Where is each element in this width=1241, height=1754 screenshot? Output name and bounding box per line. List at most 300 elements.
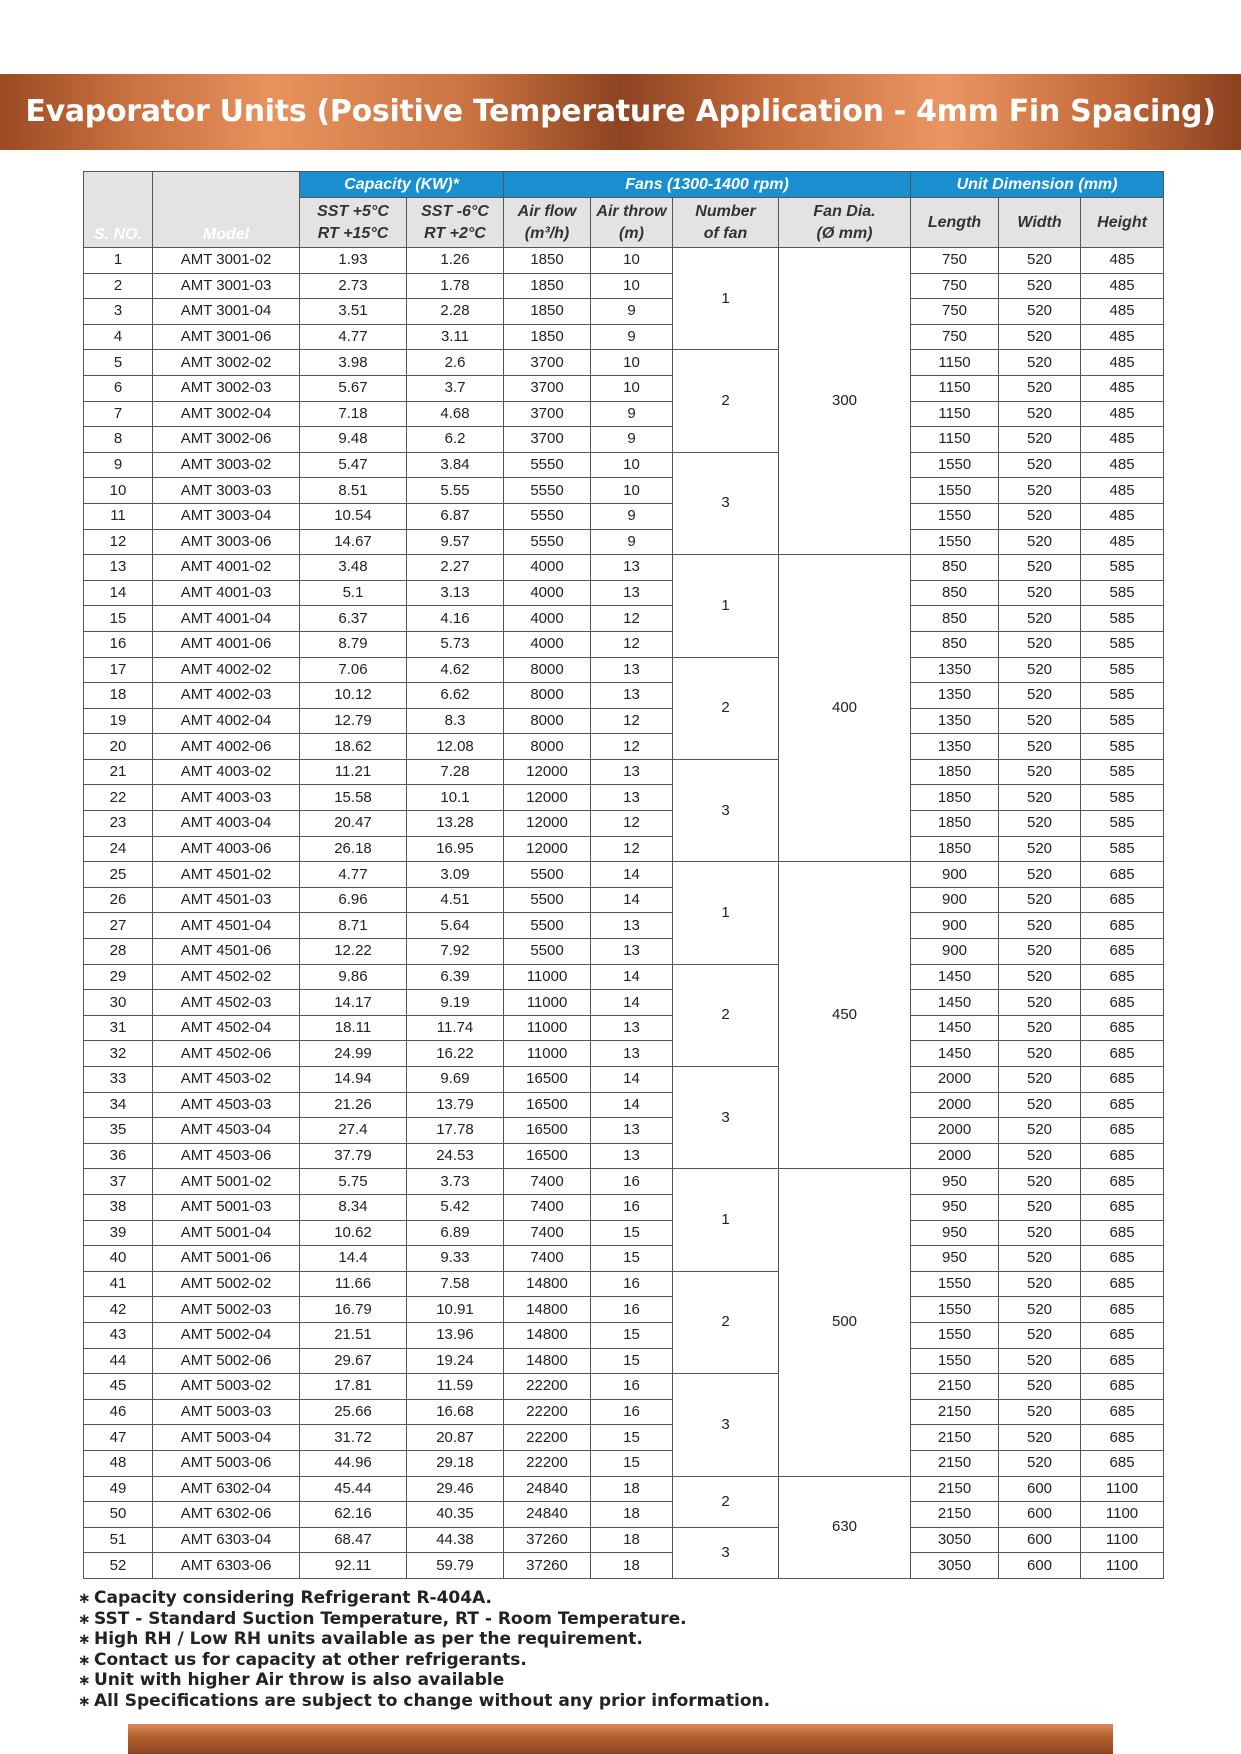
cell-number-of-fan: 3 xyxy=(673,452,779,554)
cell-air-flow: 16500 xyxy=(504,1118,591,1144)
cell-height: 685 xyxy=(1081,1450,1164,1476)
cell-air-throw: 10 xyxy=(591,375,673,401)
cell-air-throw: 18 xyxy=(591,1553,673,1579)
cell-air-flow: 8000 xyxy=(504,657,591,683)
cell-number-of-fan: 3 xyxy=(673,1527,779,1578)
cell-air-flow: 5550 xyxy=(504,529,591,555)
cell-cap-sst-plus5: 68.47 xyxy=(300,1527,407,1553)
cell-model: AMT 3002-03 xyxy=(153,375,300,401)
col-header-air-flow-line1: Air flow xyxy=(517,202,577,220)
cell-height: 585 xyxy=(1081,759,1164,785)
cell-length: 750 xyxy=(911,248,999,274)
cell-sno: 35 xyxy=(84,1118,153,1144)
cell-air-flow: 3700 xyxy=(504,401,591,427)
footnote-item xyxy=(78,1609,1078,1630)
cell-air-throw: 12 xyxy=(591,811,673,837)
cell-air-throw: 13 xyxy=(591,785,673,811)
cell-air-throw: 15 xyxy=(591,1450,673,1476)
cell-cap-sst-plus5: 24.99 xyxy=(300,1041,407,1067)
col-header-sst-minus6-line2: RT +2°C xyxy=(424,224,486,242)
cell-air-flow: 11000 xyxy=(504,1015,591,1041)
cell-air-throw: 13 xyxy=(591,913,673,939)
cell-sno: 39 xyxy=(84,1220,153,1246)
cell-height: 485 xyxy=(1081,503,1164,529)
cell-height: 585 xyxy=(1081,708,1164,734)
cell-cap-sst-minus6: 6.39 xyxy=(407,964,504,990)
cell-sno: 7 xyxy=(84,401,153,427)
cell-air-flow: 1850 xyxy=(504,299,591,325)
cell-model: AMT 5002-03 xyxy=(153,1297,300,1323)
cell-model: AMT 3002-02 xyxy=(153,350,300,376)
cell-cap-sst-plus5: 3.51 xyxy=(300,299,407,325)
cell-model: AMT 4502-06 xyxy=(153,1041,300,1067)
cell-air-flow: 7400 xyxy=(504,1246,591,1272)
table-row xyxy=(84,836,1164,862)
cell-cap-sst-minus6: 13.96 xyxy=(407,1322,504,1348)
cell-cap-sst-minus6: 9.19 xyxy=(407,990,504,1016)
cell-width: 520 xyxy=(999,324,1081,350)
table-row xyxy=(84,529,1164,555)
cell-width: 520 xyxy=(999,1322,1081,1348)
cell-width: 520 xyxy=(999,1015,1081,1041)
cell-width: 520 xyxy=(999,1220,1081,1246)
cell-air-flow: 37260 xyxy=(504,1553,591,1579)
table-row xyxy=(84,1271,1164,1297)
cell-cap-sst-minus6: 4.16 xyxy=(407,606,504,632)
cell-sno: 34 xyxy=(84,1092,153,1118)
cell-model: AMT 3002-06 xyxy=(153,427,300,453)
cell-air-throw: 9 xyxy=(591,324,673,350)
cell-sno: 6 xyxy=(84,375,153,401)
cell-width: 520 xyxy=(999,1450,1081,1476)
cell-sno: 32 xyxy=(84,1041,153,1067)
cell-model: AMT 4001-04 xyxy=(153,606,300,632)
cell-length: 1350 xyxy=(911,683,999,709)
cell-length: 900 xyxy=(911,887,999,913)
cell-air-flow: 22200 xyxy=(504,1399,591,1425)
cell-air-flow: 16500 xyxy=(504,1092,591,1118)
cell-length: 1550 xyxy=(911,1348,999,1374)
group-header-capacity: Capacity (KW)* xyxy=(300,172,504,198)
cell-length: 1550 xyxy=(911,1297,999,1323)
cell-model: AMT 4002-04 xyxy=(153,708,300,734)
cell-sno: 17 xyxy=(84,657,153,683)
cell-width: 520 xyxy=(999,683,1081,709)
cell-width: 520 xyxy=(999,990,1081,1016)
cell-air-throw: 16 xyxy=(591,1374,673,1400)
cell-sno: 30 xyxy=(84,990,153,1016)
cell-width: 600 xyxy=(999,1476,1081,1502)
cell-sno: 48 xyxy=(84,1450,153,1476)
cell-cap-sst-plus5: 17.81 xyxy=(300,1374,407,1400)
cell-sno: 31 xyxy=(84,1015,153,1041)
cell-sno: 38 xyxy=(84,1194,153,1220)
cell-model: AMT 3003-03 xyxy=(153,478,300,504)
cell-cap-sst-minus6: 59.79 xyxy=(407,1553,504,1579)
table-row xyxy=(84,503,1164,529)
cell-cap-sst-plus5: 7.06 xyxy=(300,657,407,683)
cell-height: 485 xyxy=(1081,273,1164,299)
cell-air-flow: 5550 xyxy=(504,452,591,478)
cell-cap-sst-plus5: 62.16 xyxy=(300,1502,407,1528)
cell-model: AMT 5002-04 xyxy=(153,1322,300,1348)
cell-cap-sst-minus6: 7.58 xyxy=(407,1271,504,1297)
cell-cap-sst-plus5: 8.71 xyxy=(300,913,407,939)
col-header-air-flow xyxy=(504,198,591,248)
cell-cap-sst-plus5: 15.58 xyxy=(300,785,407,811)
cell-sno: 47 xyxy=(84,1425,153,1451)
cell-model: AMT 6302-06 xyxy=(153,1502,300,1528)
cell-length: 2000 xyxy=(911,1092,999,1118)
table-row xyxy=(84,657,1164,683)
cell-air-throw: 16 xyxy=(591,1271,673,1297)
cell-number-of-fan: 3 xyxy=(673,1374,779,1476)
cell-air-throw: 16 xyxy=(591,1169,673,1195)
col-header-sst-minus6-line1: SST -6°C xyxy=(421,202,489,220)
cell-model: AMT 5003-06 xyxy=(153,1450,300,1476)
cell-fan-dia: 450 xyxy=(779,862,911,1169)
cell-cap-sst-minus6: 20.87 xyxy=(407,1425,504,1451)
cell-cap-sst-plus5: 16.79 xyxy=(300,1297,407,1323)
cell-width: 520 xyxy=(999,1169,1081,1195)
cell-cap-sst-minus6: 5.55 xyxy=(407,478,504,504)
cell-air-flow: 7400 xyxy=(504,1220,591,1246)
table-row xyxy=(84,478,1164,504)
cell-width: 520 xyxy=(999,1271,1081,1297)
cell-air-throw: 14 xyxy=(591,1092,673,1118)
table-row xyxy=(84,1348,1164,1374)
cell-cap-sst-minus6: 11.74 xyxy=(407,1015,504,1041)
cell-height: 485 xyxy=(1081,350,1164,376)
cell-sno: 41 xyxy=(84,1271,153,1297)
cell-height: 485 xyxy=(1081,529,1164,555)
cell-height: 585 xyxy=(1081,657,1164,683)
cell-width: 520 xyxy=(999,299,1081,325)
cell-sno: 1 xyxy=(84,248,153,274)
cell-sno: 19 xyxy=(84,708,153,734)
cell-width: 520 xyxy=(999,452,1081,478)
footnote-text: Unit with higher Air throw is also available xyxy=(94,1670,505,1690)
cell-cap-sst-plus5: 18.62 xyxy=(300,734,407,760)
col-header-air-flow-line2: (m³/h) xyxy=(524,224,570,242)
cell-length: 2150 xyxy=(911,1425,999,1451)
cell-sno: 11 xyxy=(84,503,153,529)
cell-width: 520 xyxy=(999,657,1081,683)
cell-length: 2000 xyxy=(911,1143,999,1169)
table-row xyxy=(84,427,1164,453)
table-row xyxy=(84,273,1164,299)
cell-air-flow: 12000 xyxy=(504,759,591,785)
cell-length: 850 xyxy=(911,631,999,657)
cell-sno: 49 xyxy=(84,1476,153,1502)
cell-cap-sst-plus5: 2.73 xyxy=(300,273,407,299)
cell-height: 485 xyxy=(1081,452,1164,478)
cell-width: 520 xyxy=(999,631,1081,657)
cell-width: 520 xyxy=(999,939,1081,965)
asterisk-icon: ∗ xyxy=(78,1671,91,1689)
cell-height: 685 xyxy=(1081,1297,1164,1323)
col-header-fan-dia xyxy=(779,198,911,248)
cell-model: AMT 5003-04 xyxy=(153,1425,300,1451)
cell-sno: 12 xyxy=(84,529,153,555)
cell-length: 750 xyxy=(911,273,999,299)
cell-cap-sst-plus5: 20.47 xyxy=(300,811,407,837)
cell-air-throw: 13 xyxy=(591,1118,673,1144)
footnote-item xyxy=(78,1588,1078,1609)
table-row xyxy=(84,401,1164,427)
col-header-fan-dia-line2: (Ø mm) xyxy=(816,224,873,242)
cell-height: 685 xyxy=(1081,887,1164,913)
cell-cap-sst-plus5: 27.4 xyxy=(300,1118,407,1144)
cell-air-throw: 13 xyxy=(591,939,673,965)
cell-air-flow: 4000 xyxy=(504,606,591,632)
cell-length: 1350 xyxy=(911,708,999,734)
cell-cap-sst-plus5: 10.54 xyxy=(300,503,407,529)
table-row xyxy=(84,1092,1164,1118)
cell-air-throw: 10 xyxy=(591,478,673,504)
cell-air-throw: 9 xyxy=(591,401,673,427)
cell-air-flow: 3700 xyxy=(504,375,591,401)
cell-cap-sst-minus6: 10.91 xyxy=(407,1297,504,1323)
cell-height: 1100 xyxy=(1081,1476,1164,1502)
cell-air-flow: 5500 xyxy=(504,913,591,939)
cell-sno: 20 xyxy=(84,734,153,760)
cell-width: 520 xyxy=(999,964,1081,990)
cell-height: 1100 xyxy=(1081,1502,1164,1528)
cell-sno: 23 xyxy=(84,811,153,837)
cell-sno: 3 xyxy=(84,299,153,325)
cell-cap-sst-plus5: 18.11 xyxy=(300,1015,407,1041)
table-row xyxy=(84,939,1164,965)
cell-air-flow: 16500 xyxy=(504,1143,591,1169)
cell-width: 520 xyxy=(999,836,1081,862)
cell-height: 485 xyxy=(1081,478,1164,504)
cell-height: 685 xyxy=(1081,1425,1164,1451)
cell-cap-sst-minus6: 7.28 xyxy=(407,759,504,785)
cell-air-flow: 14800 xyxy=(504,1322,591,1348)
cell-cap-sst-plus5: 44.96 xyxy=(300,1450,407,1476)
table-row xyxy=(84,785,1164,811)
cell-sno: 46 xyxy=(84,1399,153,1425)
cell-model: AMT 5001-06 xyxy=(153,1246,300,1272)
cell-width: 520 xyxy=(999,1399,1081,1425)
cell-model: AMT 4503-03 xyxy=(153,1092,300,1118)
cell-height: 485 xyxy=(1081,427,1164,453)
cell-cap-sst-minus6: 19.24 xyxy=(407,1348,504,1374)
cell-length: 2000 xyxy=(911,1067,999,1093)
cell-air-throw: 14 xyxy=(591,990,673,1016)
cell-sno: 24 xyxy=(84,836,153,862)
cell-length: 2000 xyxy=(911,1118,999,1144)
cell-cap-sst-minus6: 11.59 xyxy=(407,1374,504,1400)
cell-air-flow: 7400 xyxy=(504,1194,591,1220)
cell-model: AMT 4501-03 xyxy=(153,887,300,913)
cell-width: 520 xyxy=(999,913,1081,939)
cell-air-throw: 9 xyxy=(591,299,673,325)
cell-air-throw: 18 xyxy=(591,1502,673,1528)
table-row xyxy=(84,1297,1164,1323)
col-header-sno: S. NO. xyxy=(84,172,153,248)
table-row xyxy=(84,555,1164,581)
cell-width: 600 xyxy=(999,1553,1081,1579)
col-header-air-throw xyxy=(591,198,673,248)
cell-air-throw: 13 xyxy=(591,759,673,785)
cell-model: AMT 4501-02 xyxy=(153,862,300,888)
cell-length: 2150 xyxy=(911,1374,999,1400)
cell-air-throw: 13 xyxy=(591,657,673,683)
table-row xyxy=(84,1118,1164,1144)
cell-number-of-fan: 1 xyxy=(673,1169,779,1271)
cell-air-throw: 9 xyxy=(591,427,673,453)
cell-length: 1850 xyxy=(911,785,999,811)
cell-height: 685 xyxy=(1081,1169,1164,1195)
table-row xyxy=(84,1067,1164,1093)
cell-air-throw: 13 xyxy=(591,580,673,606)
cell-sno: 50 xyxy=(84,1502,153,1528)
cell-length: 1850 xyxy=(911,759,999,785)
cell-model: AMT 4502-04 xyxy=(153,1015,300,1041)
cell-height: 685 xyxy=(1081,1194,1164,1220)
cell-height: 685 xyxy=(1081,862,1164,888)
cell-air-throw: 12 xyxy=(591,708,673,734)
cell-length: 1550 xyxy=(911,1271,999,1297)
cell-air-flow: 14800 xyxy=(504,1297,591,1323)
cell-cap-sst-plus5: 14.67 xyxy=(300,529,407,555)
cell-fan-dia: 630 xyxy=(779,1476,911,1578)
cell-cap-sst-minus6: 16.68 xyxy=(407,1399,504,1425)
table-row xyxy=(84,811,1164,837)
footer-bar xyxy=(128,1724,1113,1754)
cell-width: 520 xyxy=(999,555,1081,581)
cell-length: 2150 xyxy=(911,1476,999,1502)
cell-width: 520 xyxy=(999,811,1081,837)
cell-width: 520 xyxy=(999,1143,1081,1169)
cell-height: 685 xyxy=(1081,1015,1164,1041)
cell-cap-sst-minus6: 2.28 xyxy=(407,299,504,325)
cell-height: 585 xyxy=(1081,580,1164,606)
cell-air-flow: 11000 xyxy=(504,1041,591,1067)
cell-cap-sst-minus6: 29.46 xyxy=(407,1476,504,1502)
cell-model: AMT 5001-02 xyxy=(153,1169,300,1195)
cell-width: 520 xyxy=(999,887,1081,913)
cell-model: AMT 6303-06 xyxy=(153,1553,300,1579)
cell-cap-sst-minus6: 5.73 xyxy=(407,631,504,657)
cell-air-throw: 18 xyxy=(591,1476,673,1502)
cell-cap-sst-minus6: 3.11 xyxy=(407,324,504,350)
group-header-fans: Fans (1300-1400 rpm) xyxy=(504,172,911,198)
cell-width: 520 xyxy=(999,708,1081,734)
cell-model: AMT 4002-03 xyxy=(153,683,300,709)
cell-length: 1550 xyxy=(911,478,999,504)
cell-sno: 25 xyxy=(84,862,153,888)
cell-air-throw: 16 xyxy=(591,1194,673,1220)
cell-cap-sst-plus5: 25.66 xyxy=(300,1399,407,1425)
cell-model: AMT 6303-04 xyxy=(153,1527,300,1553)
cell-air-throw: 12 xyxy=(591,734,673,760)
cell-model: AMT 4003-03 xyxy=(153,785,300,811)
cell-air-throw: 12 xyxy=(591,631,673,657)
col-header-number-of-fan-line1: Number xyxy=(695,202,756,220)
cell-air-throw: 13 xyxy=(591,1041,673,1067)
cell-model: AMT 3001-06 xyxy=(153,324,300,350)
cell-air-throw: 10 xyxy=(591,273,673,299)
evaporator-spec-table xyxy=(83,171,1164,1579)
cell-air-throw: 18 xyxy=(591,1527,673,1553)
table-row xyxy=(84,1220,1164,1246)
table-row xyxy=(84,1374,1164,1400)
table-row xyxy=(84,1041,1164,1067)
cell-air-throw: 15 xyxy=(591,1322,673,1348)
footnote-item xyxy=(78,1670,1078,1691)
table-row xyxy=(84,734,1164,760)
cell-number-of-fan: 3 xyxy=(673,759,779,861)
cell-height: 685 xyxy=(1081,1322,1164,1348)
cell-length: 1150 xyxy=(911,427,999,453)
cell-air-flow: 5500 xyxy=(504,939,591,965)
cell-fan-dia: 300 xyxy=(779,248,911,555)
cell-width: 520 xyxy=(999,273,1081,299)
cell-model: AMT 3003-04 xyxy=(153,503,300,529)
table-row xyxy=(84,299,1164,325)
cell-width: 520 xyxy=(999,1246,1081,1272)
cell-width: 520 xyxy=(999,529,1081,555)
cell-cap-sst-minus6: 4.51 xyxy=(407,887,504,913)
cell-model: AMT 4501-04 xyxy=(153,913,300,939)
cell-length: 950 xyxy=(911,1169,999,1195)
cell-cap-sst-plus5: 5.47 xyxy=(300,452,407,478)
cell-length: 850 xyxy=(911,580,999,606)
cell-cap-sst-plus5: 3.48 xyxy=(300,555,407,581)
asterisk-icon: ∗ xyxy=(78,1630,91,1648)
cell-sno: 26 xyxy=(84,887,153,913)
cell-cap-sst-plus5: 12.79 xyxy=(300,708,407,734)
title-banner xyxy=(0,74,1241,150)
cell-air-throw: 15 xyxy=(591,1220,673,1246)
cell-number-of-fan: 2 xyxy=(673,350,779,452)
cell-cap-sst-minus6: 6.89 xyxy=(407,1220,504,1246)
col-header-sst-plus5-line2: RT +15°C xyxy=(317,224,389,242)
cell-length: 900 xyxy=(911,913,999,939)
cell-cap-sst-plus5: 37.79 xyxy=(300,1143,407,1169)
cell-air-flow: 14800 xyxy=(504,1271,591,1297)
cell-height: 585 xyxy=(1081,734,1164,760)
cell-model: AMT 4503-02 xyxy=(153,1067,300,1093)
cell-cap-sst-plus5: 10.62 xyxy=(300,1220,407,1246)
cell-sno: 21 xyxy=(84,759,153,785)
cell-cap-sst-minus6: 10.1 xyxy=(407,785,504,811)
cell-height: 485 xyxy=(1081,248,1164,274)
cell-cap-sst-minus6: 6.62 xyxy=(407,683,504,709)
cell-length: 850 xyxy=(911,555,999,581)
table-row xyxy=(84,631,1164,657)
cell-height: 585 xyxy=(1081,785,1164,811)
cell-cap-sst-plus5: 29.67 xyxy=(300,1348,407,1374)
col-header-sst-plus5 xyxy=(300,198,407,248)
cell-height: 585 xyxy=(1081,631,1164,657)
cell-sno: 42 xyxy=(84,1297,153,1323)
cell-length: 950 xyxy=(911,1246,999,1272)
cell-cap-sst-minus6: 29.18 xyxy=(407,1450,504,1476)
cell-air-throw: 13 xyxy=(591,683,673,709)
cell-length: 950 xyxy=(911,1220,999,1246)
cell-model: AMT 3001-02 xyxy=(153,248,300,274)
cell-model: AMT 4001-02 xyxy=(153,555,300,581)
cell-height: 685 xyxy=(1081,1348,1164,1374)
cell-length: 850 xyxy=(911,606,999,632)
cell-cap-sst-minus6: 2.27 xyxy=(407,555,504,581)
cell-width: 600 xyxy=(999,1527,1081,1553)
cell-cap-sst-minus6: 16.95 xyxy=(407,836,504,862)
